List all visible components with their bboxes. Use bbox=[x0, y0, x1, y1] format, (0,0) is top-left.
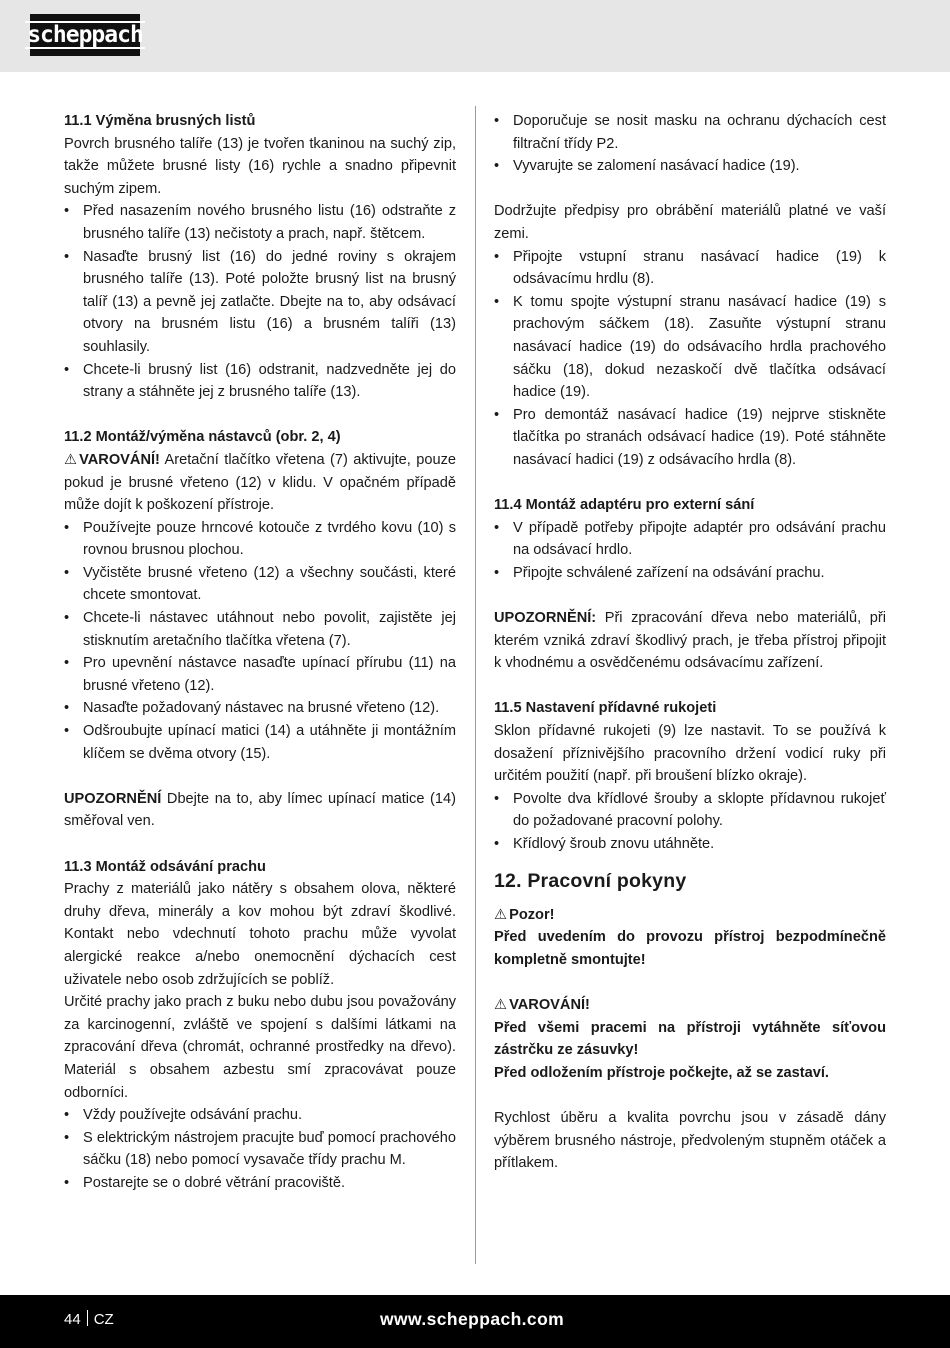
list-item: • Chcete-li brusný list (16) odstranit, nadzvedněte jej do strany a stáhněte jej z brusného talíře (13). bbox=[64, 359, 456, 404]
section-11-2-note bbox=[64, 788, 456, 833]
list-item: • Vždy používejte odsávání prachu. bbox=[64, 1104, 456, 1127]
dust-mask-list bbox=[494, 110, 886, 178]
warning-triangle-icon: ⚠ bbox=[494, 906, 508, 923]
list-item: • Odšroubujte upínací matici (14) a utáhněte ji montážním klíčem se dvěma otvory (15). bbox=[64, 720, 456, 765]
section-11-3-list bbox=[64, 1104, 456, 1194]
list-item: • Pro upevnění nástavce nasaďte upínací přírubu (11) na brusné vřeteno (12). bbox=[64, 652, 456, 697]
page-number-block bbox=[64, 1310, 114, 1330]
page-header bbox=[0, 0, 950, 72]
right-column bbox=[494, 110, 886, 1175]
section-11-5-list bbox=[494, 788, 886, 856]
left-column bbox=[64, 110, 456, 1195]
section-11-5-intro: Sklon přídavné rukojeti (9) lze nastavit. To se používá k dosažení příznivějšího pracovního držení vodicí ruky při určitém použití (např. při broušení blízko okraje). bbox=[494, 723, 886, 785]
list-item: • Nasaďte brusný list (16) do jedné roviny s okrajem brusného talíře (13). Poté položte brusný list na brusný talíř (13) a pevně jej zatlačte. Dbejte na to, aby odsávací otvory na brusném listu (16) a brusném talíři (13) souhlasily. bbox=[64, 246, 456, 359]
hose-list bbox=[494, 246, 886, 472]
warning-triangle-icon: ⚠ bbox=[494, 996, 508, 1013]
section-11-2-list bbox=[64, 517, 456, 766]
column-divider bbox=[475, 106, 476, 1264]
page-footer bbox=[0, 1295, 950, 1348]
section-11-1-list bbox=[64, 200, 456, 403]
note-label: UPOZORNĚNÍ bbox=[64, 790, 162, 807]
section-12-title: 12. Pracovní pokyny bbox=[494, 869, 687, 892]
list-item: • Používejte pouze hrncové kotouče z tvrdého kovu (10) s rovnou brusnou plochou. bbox=[64, 517, 456, 562]
warning-label: VAROVÁNÍ! bbox=[79, 451, 160, 468]
website-link[interactable]: www.scheppach.com bbox=[380, 1309, 565, 1329]
list-item: • Připojte vstupní stranu nasávací hadice (19) k odsávacímu hrdlu (8). bbox=[494, 246, 886, 291]
caution-text: Před uvedením do provozu přístroj bezpodmínečně kompletně smontujte! bbox=[494, 929, 886, 968]
regulations-text: Dodržujte předpisy pro obrábění materiálů platné ve vaší zemi. bbox=[494, 203, 886, 242]
list-item: • Připojte schválené zařízení na odsávání prachu. bbox=[494, 562, 886, 585]
list-item: • Doporučuje se nosit masku na ochranu dýchacích cest filtrační třídy P2. bbox=[494, 110, 886, 155]
list-item: • Pro demontáž nasávací hadice (19) nejprve stiskněte tlačítka po stranách odsávací hadice (19). Poté stáhněte nasávací hadici (19) z odsávacího hrdla (8). bbox=[494, 404, 886, 472]
list-item: • Nasaďte požadovaný nástavec na brusné vřeteno (12). bbox=[64, 697, 456, 720]
list-item: • Vyčistěte brusné vřeteno (12) a všechny součásti, které chcete smontovat. bbox=[64, 562, 456, 607]
list-item: • V případě potřeby připojte adaptér pro odsávání prachu na odsávací hrdlo. bbox=[494, 517, 886, 562]
note-text: Dbejte na to, aby límec upínací matice (14) směřoval ven. bbox=[64, 790, 456, 830]
section-11-1-intro: Povrch brusného talíře (13) je tvořen tkaninou na suchý zip, takže můžete brusné listy (16) rychle a snadno připevnit suchým zipem. bbox=[64, 135, 456, 197]
caution-label: Pozor! bbox=[509, 906, 555, 923]
page-number: 44 bbox=[64, 1311, 81, 1328]
closing-paragraph: Rychlost úběru a kvalita povrchu jsou v zásadě dány výběrem brusného nástroje, předvoleným stupněm otáček a přítlakem. bbox=[494, 1109, 886, 1172]
list-item: • Povolte dva křídlové šrouby a sklopte přídavnou rukojeť do požadované pracovní polohy. bbox=[494, 788, 886, 833]
section-11-1-title: 11.1 Výměna brusných listů bbox=[64, 113, 256, 129]
warning-text: Aretační tlačítko vřetena (7) aktivujte, pouze pokud je brusné vřeteno (12) v klidu. V opačném případě může dojít k poškození přístroje. bbox=[64, 451, 456, 514]
section-11-3-paragraph-2: Určité prachy jako prach z buku nebo dubu jsou považovány za karcinogenní, zvláště ve spojení s dalšími látkami na zpracování dřeva (chromát, ochranné prostředky na dřevo). Materiál s obsahem azbestu smí zpracovávat pouze odborníci. bbox=[64, 994, 456, 1101]
scheppach-logo bbox=[27, 14, 143, 56]
section-11-4-note bbox=[494, 607, 886, 675]
list-item: • Vyvarujte se zalomení nasávací hadice (19). bbox=[494, 155, 886, 178]
section-11-2-warning bbox=[64, 449, 456, 517]
warning-text-2: Před odložením přístroje počkejte, až se zastaví. bbox=[494, 1064, 829, 1081]
note-label: UPOZORNĚNÍ: bbox=[494, 610, 597, 627]
list-item: • K tomu spojte výstupní stranu nasávací hadice (19) s prachovým sáčkem (18). Zasuňte výstupní stranu nasávací hadice (19) do odsávacího hrdla prachového sáčku (18), dokud nezaskočí dvě tlačítka odsávací hadice (19). bbox=[494, 291, 886, 404]
section-11-5-title: 11.5 Nastavení přídavné rukojeti bbox=[494, 700, 717, 717]
page-separator bbox=[87, 1310, 88, 1326]
list-item: • S elektrickým nástrojem pracujte buď pomocí prachového sáčku (18) nebo pomocí vysavače třídy prachu M. bbox=[64, 1127, 456, 1172]
warning-label: VAROVÁNÍ! bbox=[509, 996, 590, 1013]
language-code: CZ bbox=[93, 1311, 114, 1328]
list-item: • Křídlový šroub znovu utáhněte. bbox=[494, 833, 886, 856]
section-11-2-title: 11.2 Montáž/výměna nástavců (obr. 2, 4) bbox=[64, 429, 341, 446]
section-11-3-paragraph-1: Prachy z materiálů jako nátěry s obsahem olova, některé druhy dřeva, minerály a kov mohou být zdraví škodlivé. Kontakt nebo vdechnutí tohoto prachu může vyvolat alergické reakce a/nebo onemocnění dýchacích cest uživatele nebo osob zdržujících se poblíž. bbox=[64, 881, 456, 988]
note-text: Při zpracování dřeva nebo materiálů, při kterém vzniká zdraví škodlivý prach, je třeba přístroj připojit k vhodnému a osvědčenému odsávacímu zařízení. bbox=[494, 610, 886, 672]
warning-heading bbox=[494, 994, 886, 1017]
section-11-3-title: 11.3 Montáž odsávání prachu bbox=[64, 858, 266, 875]
list-item: • Chcete-li nástavec utáhnout nebo povolit, zajistěte jej stisknutím aretačního tlačítka vřetena (7). bbox=[64, 607, 456, 652]
section-11-4-list bbox=[494, 517, 886, 585]
section-11-4-title: 11.4 Montáž adaptéru pro externí sání bbox=[494, 497, 755, 514]
caution-heading bbox=[494, 904, 886, 927]
logo-text: scheppach bbox=[27, 22, 143, 48]
warning-triangle-icon: ⚠ bbox=[64, 451, 78, 468]
list-item: • Před nasazením nového brusného listu (16) odstraňte z brusného talíře (13) nečistoty a prach, např. štětcem. bbox=[64, 200, 456, 245]
list-item: • Postarejte se o dobré větrání pracoviště. bbox=[64, 1172, 456, 1195]
warning-text-1: Před všemi pracemi na přístroji vytáhněte síťovou zástrčku ze zásuvky! bbox=[494, 1019, 886, 1059]
